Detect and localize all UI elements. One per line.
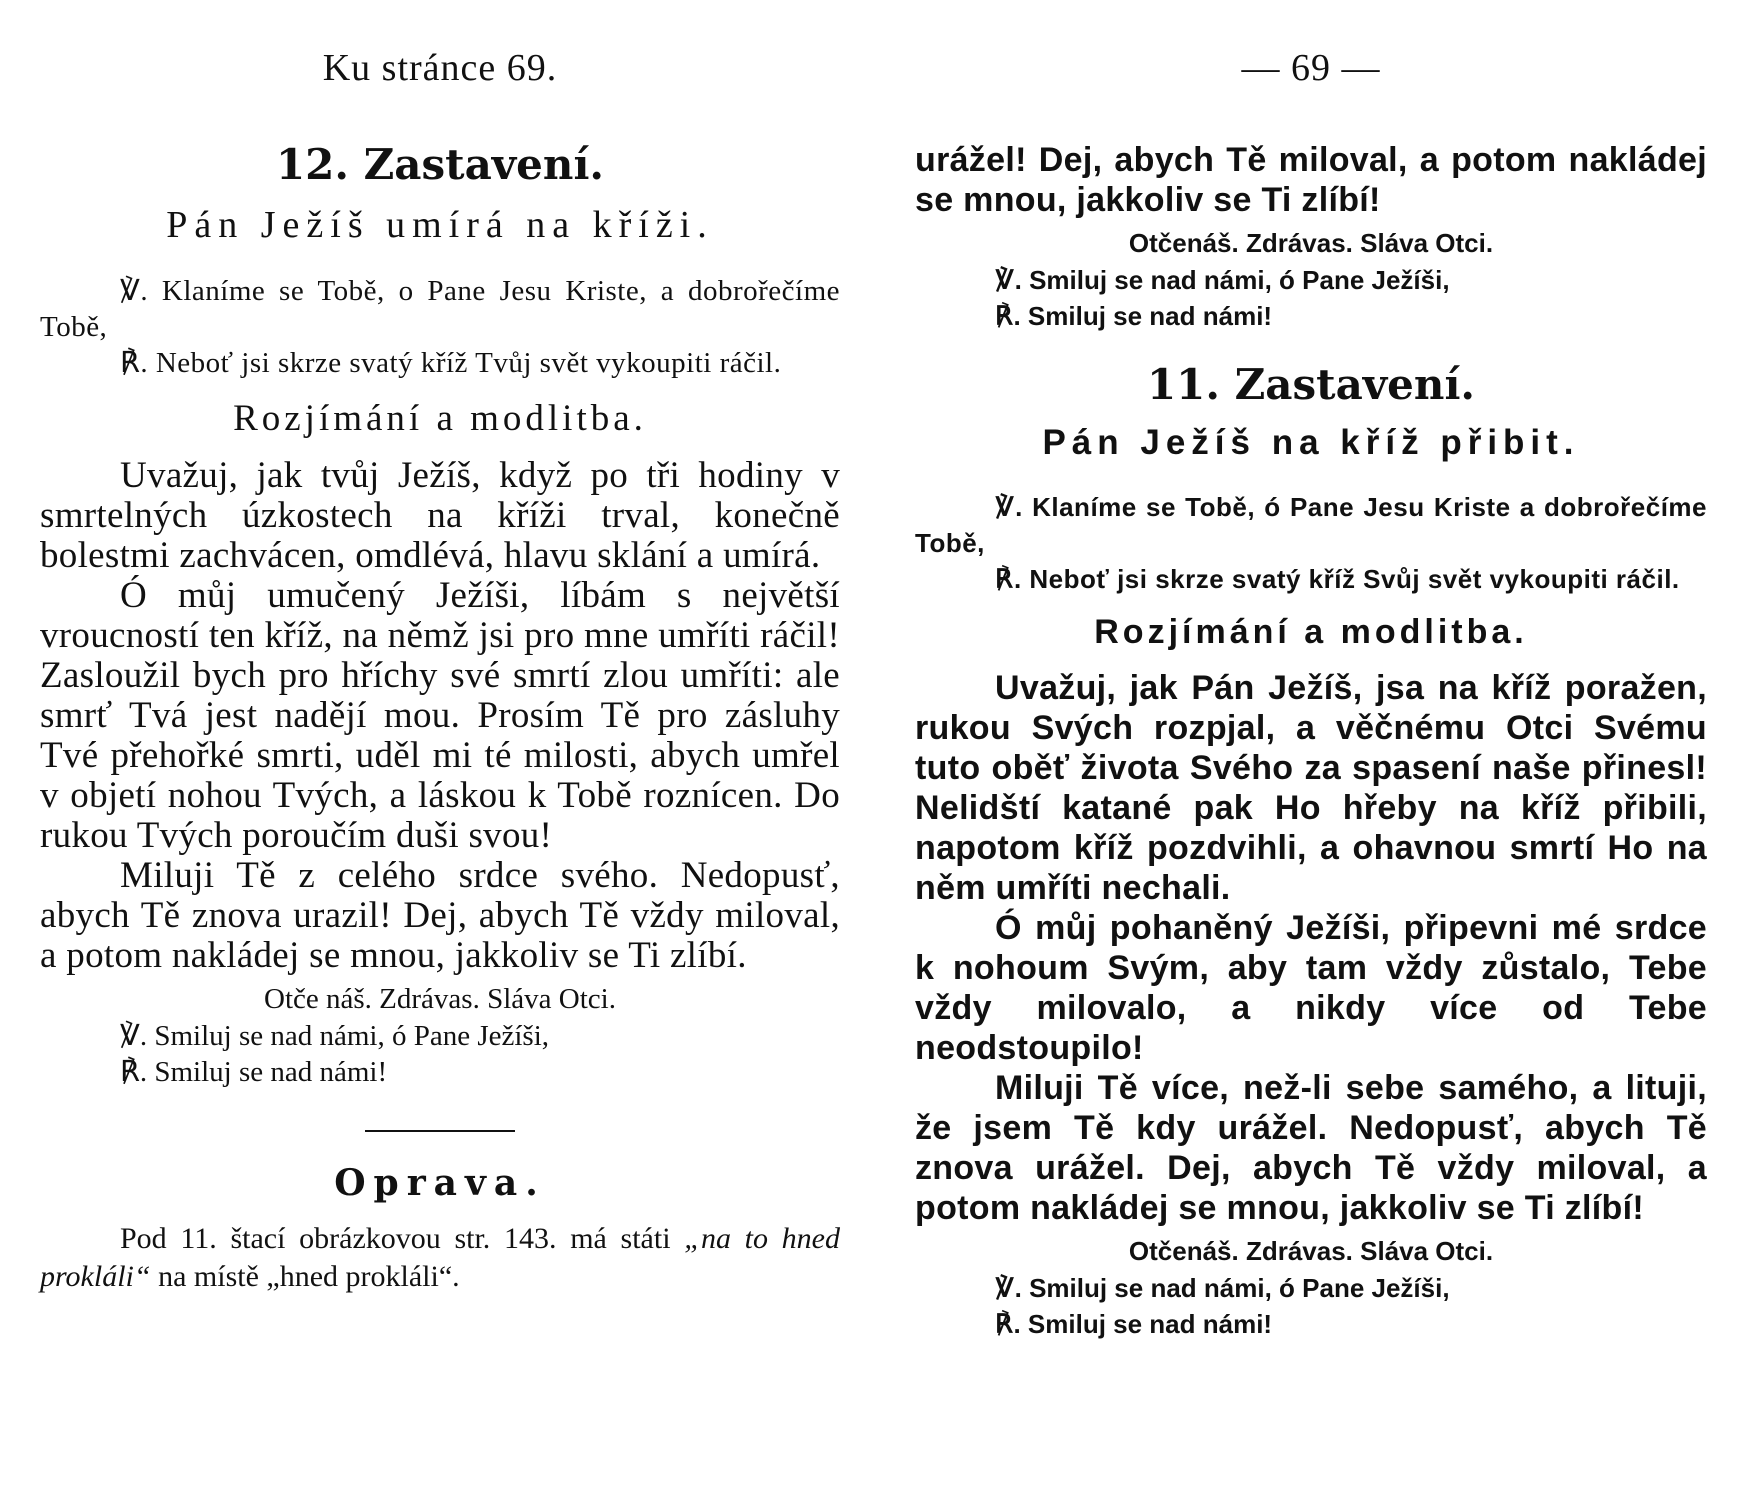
cont-versicle: ℣. Smiluj se nad námi, ó Pane Ježíši, [995,265,1450,295]
left-content [40,140,840,1296]
prayer-paragraph: Ó můj pohaněný Ježíši, připevni mé srdce k nohoum Svým, aby tam vždy zůstalo, Tebe vždy milovalo, a nikdy více od Tebe neodstoupilo! [915,909,1707,1067]
prayer-paragraph: Ó můj umučený Ježíši, líbám s největší vroucností ten kříž, na němž jsi pro mne umříti ráčil! Zasloužil bych pro hříchy své smrtí zlou umříti: ale smrť Tvá jest nadějí mou. Prosím Tě pro zásluhy Tvé přehořké smrti, uděl mi té milosti, abych umřel v objetí nohou Tvých, a láskou k Tobě roznícen. Do rukou Tvých poroučím duši svou! [40,575,840,856]
closing-versicle: ℣. Smiluj se nad námi, ó Pane Ježíši, [995,1273,1450,1303]
divider-rule [365,1130,515,1132]
love-paragraph: Miluji Tě z celého srdce svého. Nedopusť, abych Tě znova urazil! Dej, abych Tě vždy miloval, a potom nakládej se mnou, jakkoliv se Ti zlíbí. [40,855,840,976]
versicle: ℣. Klaníme se Tobě, o Pane Jesu Kriste, a dobrořečíme Tobě, [40,275,840,343]
station-12-subtitle: Pán Ježíš umírá na kříži. [166,204,714,246]
closing-response: ℟. Smiluj se nad námi! [120,1056,388,1088]
station-11-title: 11. Zastavení. [1146,360,1476,409]
errata-text [40,1220,840,1296]
errata-text-start: Pod 11. štací obrázkovou str. 143. má státi [120,1222,671,1255]
right-content [915,140,1707,1342]
response: ℟. Neboť jsi skrze svatý kříž Tvůj svět vykoupiti ráčil. [120,347,782,379]
right-running-head: — 69 — [1241,47,1381,89]
meditation-paragraph: Uvažuj, jak tvůj Ježíš, když po tři hodiny v smrtelných úzkostech na kříži trval, konečně bolestmi zachvácen, omdlévá, hlavu sklání a umírá. [40,455,840,576]
closing-response: ℟. Smiluj se nad námi! [995,1309,1273,1339]
errata-text-mid: na místě [158,1260,259,1293]
station-12-title: 12. Zastavení. [275,140,605,189]
versicle: ℣. Klaníme se Tobě, ó Pane Jesu Kriste a dobrořečíme Tobě, [915,492,1707,558]
prayers-line: Otčenáš. Zdrávas. Sláva Otci. [1128,1236,1494,1266]
meditation-heading: Rozjímání a modlitba. [1094,613,1528,651]
errata-wrong-text: „hned prokláli“. [266,1260,460,1293]
meditation-heading: Rozjímání a modlitba. [233,398,647,439]
closing-versicle: ℣. Smiluj se nad námi, ó Pane Ježíši, [120,1020,550,1052]
station-11-subtitle: Pán Ježíš na kříž přibit. [1042,423,1580,462]
meditation-paragraph: Uvažuj, jak Pán Ježíš, jsa na kříž poražen, rukou Svých rozpjal, a věčnému Otci Svému tuto oběť života Svého za spasení naše přinesl! Nelidští katané pak Ho hřeby na kříž přibili, napotom kříž pozdvihli, a ohavnou smrtí Ho na něm umříti nechali. [915,669,1707,907]
response: ℟. Neboť jsi skrze svatý kříž Svůj svět vykoupiti ráčil. [995,564,1680,594]
prayers-line: Otče náš. Zdrávas. Sláva Otci. [264,983,616,1015]
cont-prayers-line: Otčenáš. Zdrávas. Sláva Otci. [1128,228,1494,258]
left-running-head: Ku stránce 69. [322,47,558,89]
love-paragraph: Miluji Tě více, než-li sebe samého, a lituji, že jsem Tě kdy urážel. Nedopusť, abych Tě znova urážel. Dej, abych Tě vždy miloval, a potom nakládej se mnou, jakkoliv se Ti zlíbí! [915,1069,1707,1227]
continuation-text: urážel! Dej, abych Tě miloval, a potom nakládej se mnou, jakkoliv se Ti zlíbí! [915,141,1707,219]
errata-correct-text: „na to hned prokláli“ [40,1222,840,1293]
errata-title: Oprava. [334,1162,546,1204]
cont-response: ℟. Smiluj se nad námi! [995,301,1273,331]
